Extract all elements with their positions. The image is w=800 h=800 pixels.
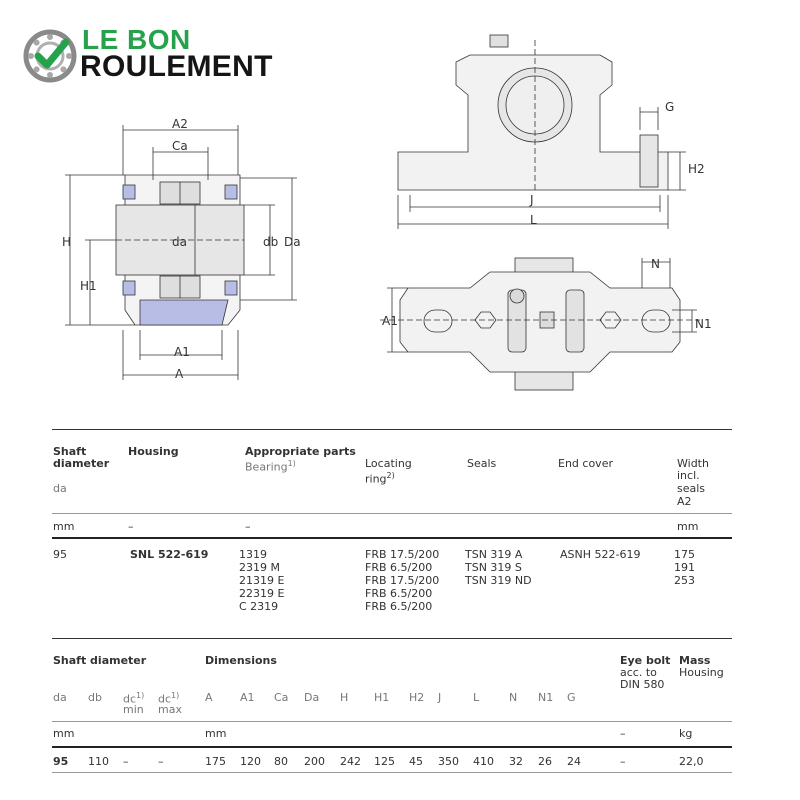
dim-label-H1: H1 <box>80 279 97 293</box>
t2-col: $dc^{1)}$ <box>123 691 145 706</box>
dim-label-L: L <box>530 213 537 227</box>
t1-width: 253 <box>674 574 695 587</box>
t2-val-dc-max: – <box>158 755 164 768</box>
t1-bearing: 21319 E <box>239 574 285 587</box>
t1-bearing: 1319 <box>239 548 267 561</box>
dim-label-J: J <box>530 193 534 207</box>
t1-row-endcover: ASNH 522-619 <box>560 548 641 561</box>
t2-col: L <box>473 691 480 704</box>
t2-val-G: 24 <box>567 755 581 768</box>
t1-unit-housing: – <box>128 520 134 533</box>
t2-header-eyebolt-line2: acc. to <box>620 666 657 679</box>
t1-ring: FRB 6.5/200 <box>365 561 433 574</box>
t1-width: 191 <box>674 561 695 574</box>
t1-ring: FRB 6.5/200 <box>365 600 433 613</box>
t2-col: H2 <box>409 691 425 704</box>
t1-header-locating-line2: ring$^{2)}$ <box>365 471 395 486</box>
t1-header-shaft-line2: diameter <box>53 457 110 470</box>
t2-unit-mass: kg <box>679 727 693 740</box>
t2-val-eyebolt: – <box>620 755 626 768</box>
dim-label-A1: A1 <box>174 345 190 359</box>
t2-val-dc-min: – <box>123 755 129 768</box>
t2-val-da: 95 <box>53 755 69 768</box>
dim-label-N: N <box>651 257 660 271</box>
t1-seal: TSN 319 A <box>465 548 523 561</box>
dim-label-top-A1: A1 <box>382 314 398 328</box>
t2-val-Da: 200 <box>304 755 325 768</box>
dim-label-da: da <box>172 235 187 249</box>
t1-seal: TSN 319 S <box>465 561 522 574</box>
t1-ring: FRB 17.5/200 <box>365 574 440 587</box>
t2-header-eyebolt-line1: Eye bolt <box>620 654 671 667</box>
dim-label-Ca: Ca <box>172 139 188 153</box>
logo-line2: ROULEMENT <box>80 50 273 83</box>
t2-val-L: 410 <box>473 755 494 768</box>
t1-seal: TSN 319 ND <box>465 574 532 587</box>
table2-header-rule <box>52 721 732 722</box>
dim-label-Da: Da <box>284 235 301 249</box>
t1-unit-width: mm <box>677 520 699 533</box>
t1-bearing: 22319 E <box>239 587 285 600</box>
t1-header-locating-line1: Locating <box>365 457 412 470</box>
dim-label-G: G <box>665 100 675 114</box>
t1-header-shaft-line1: Shaft <box>53 445 87 458</box>
logo <box>22 26 302 86</box>
t2-col: N1 <box>538 691 554 704</box>
table1-units-rule <box>52 537 732 539</box>
dim-label-H: H <box>62 235 72 249</box>
t2-val-db: 110 <box>88 755 109 768</box>
logo-line1: LE BON <box>82 24 191 55</box>
top-view-drawing <box>380 255 710 395</box>
table2-units-rule <box>52 746 732 748</box>
t2-val-J: 350 <box>438 755 459 768</box>
t2-col: J <box>438 691 442 704</box>
t2-val-N1: 26 <box>538 755 552 768</box>
front-view-drawing <box>390 30 710 235</box>
t1-header-shaft-sym: da <box>53 482 67 495</box>
t2-val-H1: 125 <box>374 755 395 768</box>
table1-top-rule <box>52 429 732 430</box>
t2-col: G <box>567 691 576 704</box>
t1-row-housing: SNL 522-619 <box>130 548 209 561</box>
t2-col: H1 <box>374 691 390 704</box>
t2-unit-shaft: mm <box>53 727 75 740</box>
dim-label-db: db <box>263 235 279 249</box>
t1-ring: FRB 6.5/200 <box>365 587 433 600</box>
t1-width: 175 <box>674 548 695 561</box>
t1-ring: FRB 17.5/200 <box>365 548 440 561</box>
t2-col: $dc^{1)}$ <box>158 691 180 706</box>
t2-val-A1: 120 <box>240 755 261 768</box>
t1-bearing: C 2319 <box>239 600 279 613</box>
t2-header-eyebolt-line3: DIN 580 <box>620 678 665 691</box>
t2-unit-eyebolt: – <box>620 727 626 740</box>
t2-col: N <box>509 691 518 704</box>
t1-header-width-line1: Width <box>677 457 709 470</box>
t1-header-bearing: Bearing$^{1)}$ <box>245 459 296 474</box>
t1-unit-shaft: mm <box>53 520 75 533</box>
t1-header-seals: Seals <box>467 457 497 470</box>
t2-header-mass-line2: Housing <box>679 666 724 679</box>
t2-val-H: 242 <box>340 755 361 768</box>
t2-col: Ca <box>274 691 289 704</box>
t1-unit-bearing: – <box>245 520 251 533</box>
t2-col: A1 <box>240 691 255 704</box>
t1-header-housing: Housing <box>128 445 179 458</box>
t2-col: A <box>205 691 213 704</box>
t2-val-Ca: 80 <box>274 755 288 768</box>
t2-val-N: 32 <box>509 755 523 768</box>
t2-col: Da <box>304 691 320 704</box>
table1-header-rule <box>52 513 732 514</box>
t1-header-width-line2: incl. <box>677 469 700 482</box>
t2-header-mass-line1: Mass <box>679 654 711 667</box>
t2-col: da <box>53 691 67 704</box>
t2-val-A: 175 <box>205 755 226 768</box>
bearing-check-icon <box>22 28 78 84</box>
table1-bottom-rule <box>52 638 732 639</box>
t1-bearing: 2319 M <box>239 561 280 574</box>
t2-val-H2: 45 <box>409 755 423 768</box>
dim-label-A2: A2 <box>172 117 188 131</box>
t1-header-appropriate: Appropriate parts <box>245 445 356 458</box>
t2-col-max: max <box>158 703 182 716</box>
t2-col: db <box>88 691 102 704</box>
t2-unit-dims: mm <box>205 727 227 740</box>
t2-val-mass: 22,0 <box>679 755 704 768</box>
t1-row-shaft: 95 <box>53 548 67 561</box>
table2-bottom-rule <box>52 772 732 773</box>
dim-label-A: A <box>175 367 184 381</box>
dim-label-N1: N1 <box>695 317 712 331</box>
dim-label-H2: H2 <box>688 162 705 176</box>
t1-header-endcover: End cover <box>558 457 613 470</box>
t2-header-shaft: Shaft diameter <box>53 654 147 667</box>
t2-col-min: min <box>123 703 144 716</box>
t1-header-width-sym: A2 <box>677 495 692 508</box>
t2-col: H <box>340 691 349 704</box>
t1-header-width-line3: seals <box>677 482 706 495</box>
t2-header-dimensions: Dimensions <box>205 654 277 667</box>
